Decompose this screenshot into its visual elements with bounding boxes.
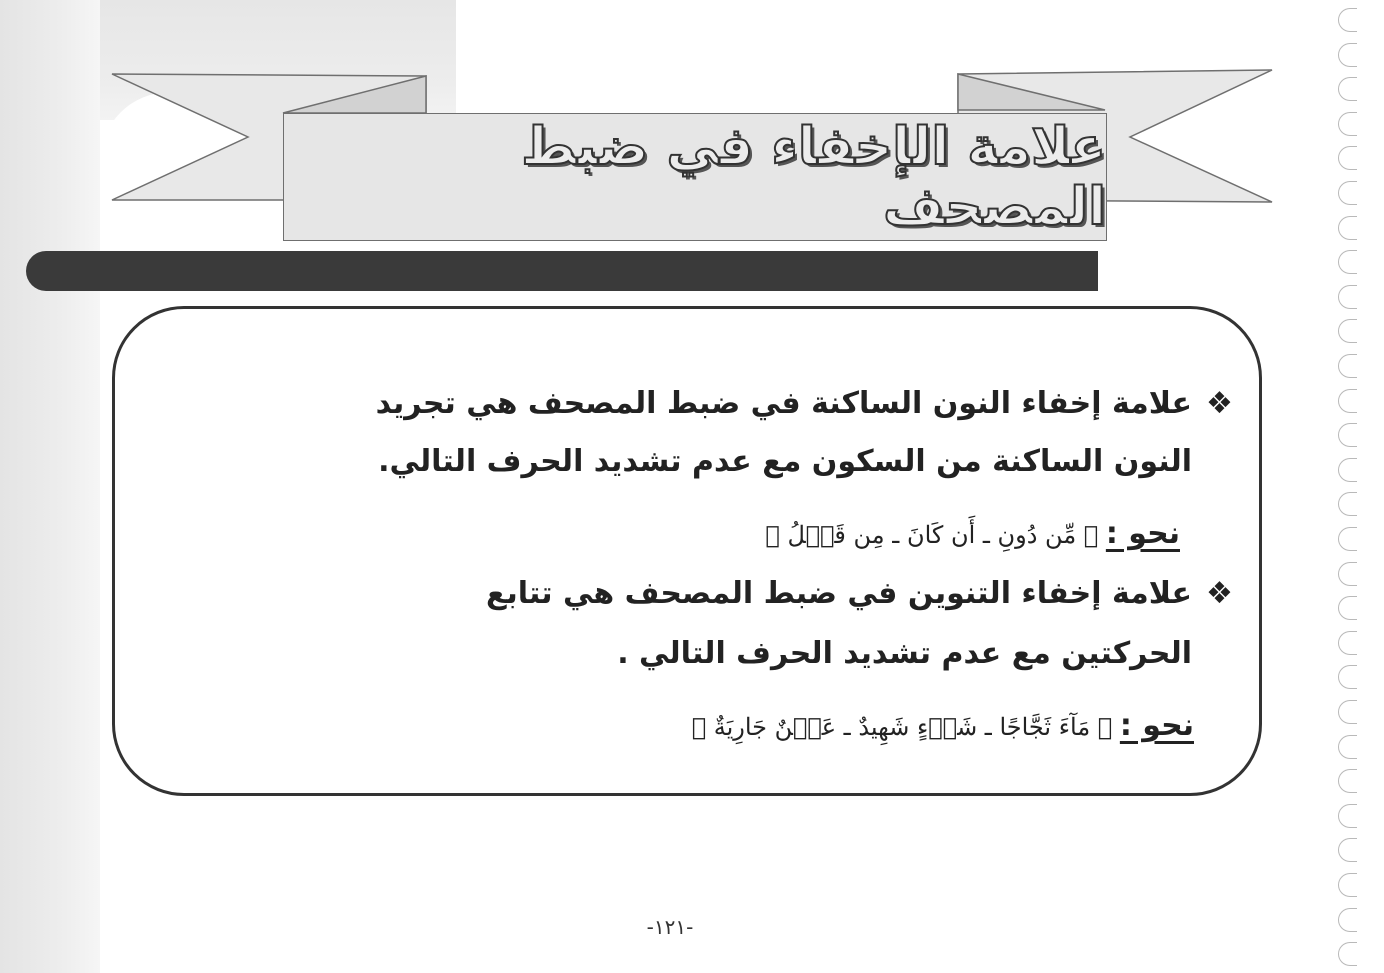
binder-ring	[1338, 631, 1357, 655]
binder-ring	[1338, 873, 1357, 897]
binder-ring	[1338, 804, 1357, 828]
binder-ring	[1338, 908, 1357, 932]
binder-ring	[1338, 389, 1357, 413]
binder-ring	[1338, 285, 1357, 309]
rule-1-example	[765, 514, 1180, 555]
rule-2-line-1: علامة إخفاء التنوين في ضبط المصحف هي تتابع	[486, 576, 1192, 611]
bullet-icon: ❖	[1206, 386, 1233, 421]
binder-ring	[1338, 838, 1357, 862]
rule-2-line-2: الحركتين مع عدم تشديد الحرف التالي .	[617, 636, 1192, 671]
binder-ring	[1338, 423, 1357, 447]
binder-ring	[1338, 769, 1357, 793]
page-number: -١٢١-	[646, 915, 694, 939]
example-quran-text: ﴿ مِّن دُونِ ـ أَن كَانَ ـ مِن قَبۡلُ ﴾	[765, 521, 1099, 549]
binder-ring	[1338, 492, 1357, 516]
binder-ring	[1338, 319, 1357, 343]
bullet-icon: ❖	[1206, 576, 1233, 611]
binder-ring	[1338, 596, 1357, 620]
rule-1-line-2: النون الساكنة من السكون مع عدم تشديد الحرف التالي.	[378, 444, 1192, 479]
binder-ring	[1338, 562, 1357, 586]
binder-ring	[1338, 942, 1357, 966]
page-title: علامة الإخفاء في ضبط المصحف	[521, 117, 1106, 237]
binder-ring	[1338, 665, 1357, 689]
example-label: نحو :	[1119, 708, 1194, 743]
rule-1-line-1: علامة إخفاء النون الساكنة في ضبط المصحف هي تجريد	[375, 386, 1192, 421]
example-quran-text: ﴿ مَآءَ ثَجَّاجًا ـ شَىۡءٍ شَهِيدٌ ـ عَيۡنٌ جَارِيَةٌ ﴾	[691, 713, 1113, 741]
binder-ring	[1338, 458, 1357, 482]
binder-ring	[1338, 735, 1357, 759]
binder-ring	[1338, 354, 1357, 378]
title-box	[283, 113, 1107, 241]
binder-ring	[1338, 527, 1357, 551]
divider-bar	[26, 251, 1098, 291]
rule-2-example	[692, 706, 1194, 747]
example-label: نحو :	[1105, 516, 1180, 551]
binder-ring	[1338, 700, 1357, 724]
